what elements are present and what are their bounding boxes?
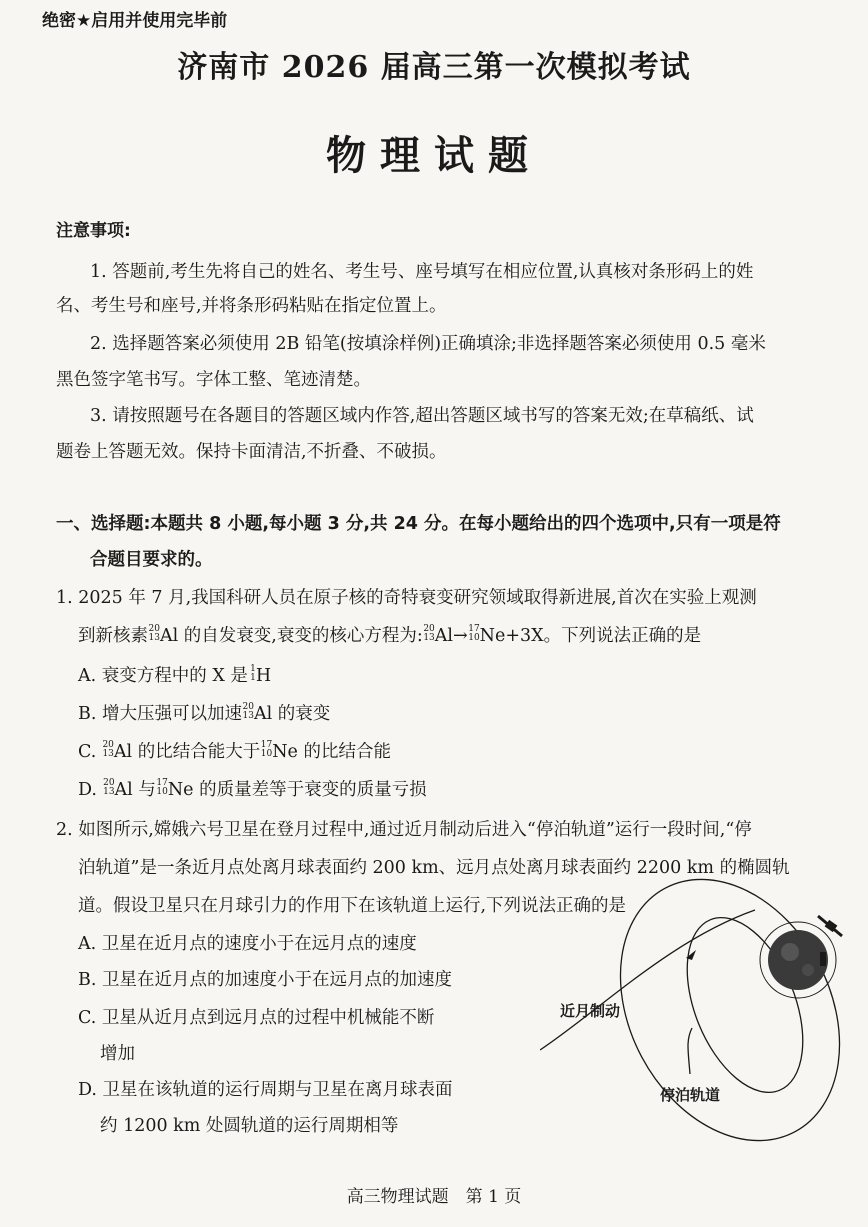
- q2-line-2: 泊轨道”是一条近月点处离月球表面约 200 km、远月点处离月球表面约 2200 km 的椭圆轨: [78, 858, 790, 878]
- exam-title: 济南市 2026 届高三第一次模拟考试: [177, 50, 691, 85]
- confidential-label: 绝密★启用并使用完毕前: [42, 11, 228, 31]
- isotope-al: 20 13: [148, 624, 160, 643]
- section-heading-line-1: 一、选择题:本题共 8 小题,每小题 3 分,共 24 分。在每小题给出的四个选项中,只有一项是符: [56, 514, 781, 534]
- q1-line-2: 到新核素 20 13 Al 的自发衰变,衰变的核心方程为: 20 13 Al→ 17 10 Ne+3X。下列说法正确的是: [78, 624, 702, 646]
- notice-line-5: 3. 请按照题号在各题目的答题区域内作答,超出答题区域书写的答案无效;在草稿纸、试: [90, 406, 754, 426]
- isotope-ne: 17 10: [260, 740, 273, 759]
- q1-option-b: B. 增大压强可以加速 20 13 Al 的衰变: [78, 702, 331, 724]
- q1-option-a: A. 衰变方程中的 X 是 1 1 H: [78, 664, 272, 686]
- diagram-label-parking-orbit: 停泊轨道: [660, 1086, 721, 1104]
- q2-line-3: 道。假设卫星只在月球引力的作用下在该轨道上运行,下列说法正确的是: [78, 896, 627, 916]
- trajectory-arrow-icon: [686, 950, 696, 960]
- section-heading-line-2: 合题目要求的。: [90, 550, 213, 570]
- q1-line-1: 1. 2025 年 7 月,我国科研人员在原子核的奇特衰变研究领域取得新进展,首次在实验上观测: [56, 588, 757, 608]
- isotope-al: 20 13: [242, 702, 254, 721]
- isotope-ne: 17 10: [156, 778, 168, 797]
- q2-option-b: B. 卫星在近月点的加速度小于在远月点的加速度: [78, 970, 452, 990]
- q1-option-c: C. 20 13 Al 的比结合能大于 17 10 Ne 的比结合能: [78, 740, 391, 762]
- q2-option-c-line-1: C. 卫星从近月点到远月点的过程中机械能不断: [78, 1008, 435, 1028]
- page-footer: 高三物理试题 第 1 页: [346, 1187, 522, 1207]
- notice-line-2: 名、考生号和座号,并将条形码粘贴在指定位置上。: [56, 296, 447, 316]
- notice-heading: 注意事项:: [56, 221, 131, 241]
- moon-icon: [768, 930, 828, 990]
- notice-line-6: 题卷上答题无效。保持卡面清洁,不折叠、不破损。: [56, 442, 447, 462]
- q2-option-a: A. 卫星在近月点的速度小于在远月点的速度: [78, 934, 417, 954]
- isotope-al: 20 13: [103, 778, 115, 797]
- notice-line-1: 1. 答题前,考生先将自己的姓名、考生号、座号填写在相应位置,认真核对条形码上的姓: [90, 262, 754, 282]
- diagram-label-braking: 近月制动: [560, 1002, 621, 1020]
- q2-option-c-line-2: 增加: [100, 1044, 135, 1064]
- subject-title: 物理试题: [326, 133, 542, 179]
- q2-option-d-line-1: D. 卫星在该轨道的运行周期与卫星在离月球表面: [78, 1080, 453, 1100]
- notice-line-3: 2. 选择题答案必须使用 2B 铅笔(按填涂样例)正确填涂;非选择题答案必须使用 0.5 毫米: [90, 334, 766, 354]
- orbit-label-leader: [688, 1028, 692, 1074]
- q1-option-d: D. 20 13 Al 与 17 10 Ne 的质量差等于衰变的质量亏损: [78, 778, 427, 800]
- satellite-icon: [818, 916, 842, 966]
- q2-line-1: 2. 如图所示,嫦娥六号卫星在登月过程中,通过近月制动后进入“停泊轨道”运行一段时间,“停: [56, 820, 752, 840]
- q2-option-d-line-2: 约 1200 km 处圆轨道的运行周期相等: [100, 1116, 399, 1136]
- isotope-h: 1 1: [250, 664, 256, 683]
- isotope-al: 20 13: [102, 740, 114, 759]
- notice-line-4: 黑色签字笔书写。字体工整、笔迹清楚。: [56, 370, 371, 390]
- incoming-trajectory: [540, 910, 755, 1050]
- isotope-al: 20 13: [423, 624, 435, 643]
- isotope-ne: 17 10: [468, 624, 480, 643]
